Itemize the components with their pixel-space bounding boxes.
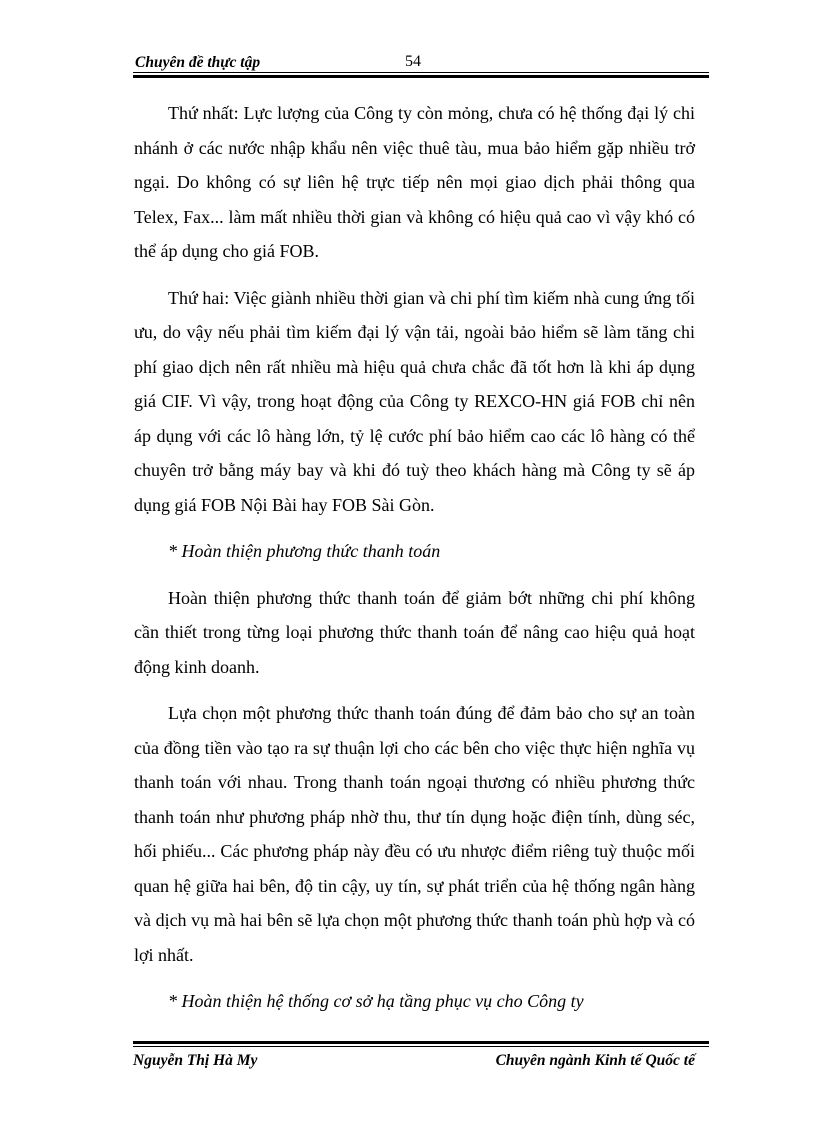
paragraph-1: Thứ nhất: Lực lượng của Công ty còn mỏng, chưa có hệ thống đại lý chi nhánh ở các nước nhập khẩu nên việc thuê tàu, mua bảo hiểm gặp nhiều trở ngại. Do không có sự liên hệ trực tiếp nên mọi giao dịch phải thông qua Telex, Fax... làm mất nhiều thời gian và không có hiệu quả cao vì vậy khó có thể áp dụng cho giá FOB. (134, 103, 695, 261)
section-heading-infrastructure: * Hoàn thiện hệ thống cơ sở hạ tầng phục vụ cho Công ty (168, 991, 584, 1011)
page-number: 54 (405, 53, 421, 70)
page-header (133, 50, 709, 80)
paragraph-4: Lựa chọn một phương thức thanh toán đúng để đảm bảo cho sự an toàn của đồng tiền vào tạo ra sự thuận lợi cho các bên cho việc thực hiện nghĩa vụ thanh toán với nhau. Trong thanh toán ngoại thương có nhiều phương thức thanh toán như phương pháp nhờ thu, thư tín dụng hoặc điện tính, dùng séc, hối phiếu... Các phương pháp này đều có ưu nhược điểm riêng tuỳ thuộc mối quan hệ giữa hai bên, độ tin cậy, uy tín, sự phát triển của hệ thống ngân hàng và dịch vụ mà hai bên sẽ lựa chọn một phương thức thanh toán phù hợp và có lợi nhất. (134, 703, 695, 965)
page-body (134, 96, 695, 1019)
paragraph-2: Thứ hai: Việc giành nhiều thời gian và chi phí tìm kiếm nhà cung ứng tối ưu, do vậy nếu phải tìm kiếm đại lý vận tải, ngoài bảo hiểm sẽ làm tăng chi phí giao dịch nên rất nhiều mà hiệu quả chưa chắc đã tốt hơn là khi áp dụng giá CIF. Vì vậy, trong hoạt động của Công ty REXCO-HN giá FOB chỉ nên áp dụng với các lô hàng lớn, tỷ lệ cước phí bảo hiểm cao các lô hàng có thể chuyên trở bằng máy bay và khi đó tuỳ theo khách hàng mà Công ty sẽ áp dụng giá FOB Nội Bài hay FOB Sài Gòn. (134, 287, 695, 515)
footer-rule-thick (133, 1041, 709, 1044)
footer-major: Chuyên ngành Kinh tế Quốc tế (495, 1052, 695, 1069)
footer-rule-thin (133, 1046, 709, 1047)
header-title: Chuyên đề thực tập (135, 54, 261, 71)
header-rule-thick (133, 75, 709, 78)
page-footer (133, 1041, 709, 1081)
section-heading-payment: * Hoàn thiện phương thức thanh toán (168, 541, 441, 561)
header-rule-thin (133, 72, 709, 73)
footer-author: Nguyễn Thị Hà My (133, 1052, 258, 1069)
paragraph-3: Hoàn thiện phương thức thanh toán để giảm bớt những chi phí không cần thiết trong từng loại phương thức thanh toán để nâng cao hiệu quả hoạt động kinh doanh. (134, 587, 695, 677)
